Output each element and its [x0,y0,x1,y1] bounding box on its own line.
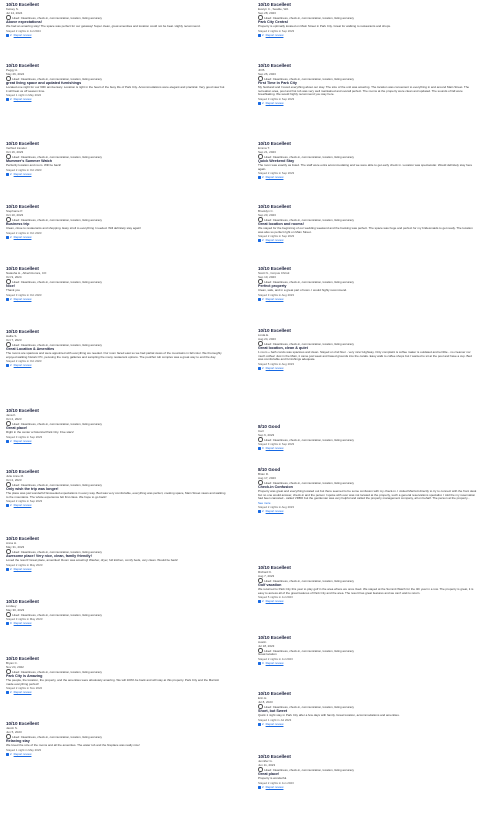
thumbs-up-icon[interactable] [6,691,9,694]
review-liked-text: Liked: Cleanliness, check-in, communication, location, listing accuracy [12,482,102,487]
review-rating: 10/10 Excellent [6,656,39,661]
review-title: Great place! [258,772,280,776]
review-stay-info: Stayed 3 nights in Sep 2023 [258,442,295,446]
review-actions [258,366,478,371]
helpful-count: 2 [262,175,264,180]
review-author: Jana K. [6,413,17,417]
review-actions [258,509,478,514]
review-author: Stephanie P. [6,209,23,213]
review-author: Erin H. [258,696,268,700]
review-card [6,266,226,302]
review-date: Nov 24, 2022 [6,664,24,669]
review-stay-info: Stayed 1 night in Jul 2023 [258,717,292,722]
review-body: Located one night for our 60th anniversary. Location is right in the heart of the busy life of Park City. Accommodations were elegant and practical. Very good view but it will beat us off season time. [6,85,225,93]
review-liked-text: Liked: Cleanliness, check-in, communication, location, listing accuracy [264,578,354,583]
review-author: Julie Anne M. [6,474,25,478]
review-rating: 10/10 Excellent [258,565,291,570]
helpful-count: 2 [10,363,12,368]
review-rating: 10/10 Excellent [258,266,291,271]
helpful-count: 2 [10,566,12,571]
review-actions [6,235,226,240]
review-body: Property was great and everything located out but there seemed to be some confusion with my check-in. I visited Marriott directly to try to connect with the front desk but no one would answer, check-in and the person I spoke with over was not located at the property, such a general reservations specialist. I told the my reservation had been canceled - called VRBO but the gentleman was very helpful and called the property management company, all on behalf. The person at the property... [258,489,477,501]
review-actions [6,439,226,444]
review-author: Emma T. [258,146,270,150]
review-body: Right in the center a historical Park City. Five stars! [6,430,74,434]
review-stay-info: Stayed 5 nights in Aug 2023 [258,362,294,367]
review-body: 1 room + bath condo was spacious and clean. Stayed on 2nd floor - very nice! Highway. Only complaint is coffee maker is outdated and terrible - no creamer nor much coffee! Just in the Main, it came just week and based grounds into the carafe. Easy walk to coffee shops but I wanted to sit at the pool and have a cup. Bed was comfortable and furnishings adequate. [258,350,472,362]
review-author: Linda E. [258,333,270,337]
review-card [6,721,226,757]
helpful-count: 2 [262,721,264,726]
review-author: Richard K. [258,570,273,574]
review-card [258,328,478,371]
review-stay-info: Stayed 2 nights in Jul 2023 [258,656,293,661]
report-review-link[interactable]: Report review [265,296,284,301]
review-author: Carl [258,429,264,433]
review-stay-info: Stayed 2 nights in Oct 2023 [6,167,42,172]
review-actions [258,785,478,790]
review-date: Oct 2, 2023 [6,477,22,482]
review-card [258,635,478,666]
review-date: Oct 9, 2024 [6,274,22,279]
review-actions [6,690,226,695]
helpful-count: 2 [10,690,12,695]
review-stay-info: Stayed 2 nights in Oct 2023 [6,230,42,235]
report-review-link[interactable]: Report review [13,566,32,571]
helpful-count: 2 [10,296,12,301]
review-liked-text: Liked: Cleanliness, check-in, communication, location, listing accuracy [264,704,354,709]
review-rating: 10/10 Excellent [6,329,39,334]
review-actions [258,599,478,604]
review-author: Jennifer G. [258,759,273,763]
review-stay-info: Stayed 2 nights in Jul 2024 [6,28,41,33]
report-review-link[interactable]: Report review [265,509,284,514]
review-card [6,536,226,572]
review-card [258,204,478,243]
review-actions [258,175,478,180]
review-card [6,469,226,508]
review-actions [6,97,226,102]
helpful-count: 0 [262,660,264,665]
review-liked-text: Liked: Cleanliness, check-in, communication, location, listing accuracy [12,612,102,617]
review-body: Quick 1 night stay in Park City after a few days with family. Great location, accommodations and amenities. [258,713,400,717]
report-review-link[interactable]: Report review [265,721,284,726]
review-rating: 8/10 Good [258,424,281,429]
review-card [6,599,226,626]
thumbs-up-icon[interactable] [6,622,9,625]
review-rating: 10/10 Excellent [6,469,39,474]
review-rating: 10/10 Excellent [258,2,291,7]
report-review-link[interactable]: Report review [265,599,284,604]
review-actions [258,33,478,38]
review-title: Check-in Confusion [258,485,293,489]
report-review-link[interactable]: Report review [13,234,32,239]
review-body: Perfectly location and room. Will be back! [6,163,62,167]
review-title: Nice! [6,284,16,288]
review-date: Sep 28, 2023 [258,10,276,15]
review-rating: 10/10 Excellent [258,754,291,759]
review-liked-text: Liked: Cleanliness, check-in, communication, location, listing accuracy [12,421,102,426]
review-liked-text: Liked: Cleanliness, check-in, communication, location, listing accuracy [12,342,102,347]
review-liked-text: Liked: Cleanliness, check-in, communication, location, listing accuracy [264,217,354,222]
review-body: We loved the size of the rooms and all the amenities. The water tub and the fireplace was really nice! [6,743,140,747]
review-liked-text: Liked: Cleanliness, check-in, communication, location, listing accuracy [12,279,102,284]
review-rating: 10/10 Excellent [6,721,39,726]
review-title: Mummer's Summer Watch [6,159,53,163]
helpful-count: 2 [10,97,12,102]
review-date: Oct 16, 2023 [6,149,24,154]
helpful-count: 2 [10,751,12,756]
review-card [6,204,226,240]
review-stay-info: Stayed 2 nights in Jun 2023 [258,780,294,785]
review-card [6,329,226,368]
review-card [258,63,478,106]
review-body: The people, the location, the property, and the amenities were absolutely amazing. We will 100% be back and will stay at this property. Park City and the Marriott made everything perfect! [6,678,219,686]
review-actions [6,752,226,757]
review-title: Awesome place! Very nice, clean, family friendly! [6,554,92,558]
review-stay-info: Stayed 3 nights in Oct 2023 [6,292,42,297]
review-actions [258,661,478,666]
thumbs-up-icon[interactable] [258,367,261,370]
report-review-link[interactable]: Report review [13,690,32,695]
review-date: Sep 10, 2023 [258,274,276,279]
review-stay-info: Stayed 2 nights in Sep 2023 [258,28,295,33]
review-liked-text: Liked: Cleanliness, check-in, communication, location, listing accuracy [264,648,354,653]
review-liked-text: Liked: Cleanliness, check-in, communication, location, listing accuracy [264,480,354,485]
helpful-count: 2 [262,784,264,789]
review-date: May 30, 2023 [6,607,25,612]
review-card [6,63,226,102]
review-body: The place was just wonderful! Exceeded expectations in every way. Bed was very comfortable, everything was perfect, cooking space, Main Street views and walking to the mountains. The whole experience felt first class. We hope to go back! [6,491,226,499]
review-actions [258,722,478,727]
review-title: Perfect property [258,284,287,288]
review-rating: 10/10 Excellent [6,204,39,209]
review-title: Above expectations! [6,20,43,24]
report-review-link[interactable]: Report review [265,238,284,243]
report-review-link[interactable]: Report review [13,751,32,756]
review-rating: 10/10 Excellent [6,266,39,271]
report-review-link[interactable]: Report review [13,363,32,368]
review-actions [6,363,226,368]
review-rating: 10/10 Excellent [258,691,291,696]
report-review-link[interactable]: Report review [265,366,284,371]
review-date: Sep 21, 2023 [258,149,276,154]
review-card [6,2,226,38]
thumbs-up-icon[interactable] [258,298,261,301]
thumbs-up-icon[interactable] [6,753,9,756]
review-author: Brian D. [258,472,269,476]
review-stay-info: Stayed 2 nights in Nov 2022 [6,686,43,691]
report-review-link[interactable]: Report review [13,97,32,102]
review-actions [258,101,478,106]
review-actions [6,297,226,302]
helpful-count: 2 [10,234,12,239]
review-title: Golf vacation [258,583,282,587]
review-body: Clean, safe, and in a great part of town. I would highly recommend. [258,288,348,292]
review-title: Only wish the trip was longer! [6,487,59,491]
review-card [258,424,478,451]
review-body: Property is wonderful. [258,776,288,780]
review-liked-text: Liked: Cleanliness, check-in, communication, location, listing accuracy [12,669,102,674]
helpful-count: 0 [262,446,264,450]
review-author: Jacob S. [6,726,18,730]
thumbs-up-icon[interactable] [6,440,9,443]
review-title: Great Location & Amenities [6,347,55,351]
review-card [258,754,478,790]
review-date: May 26, 2024 [6,71,25,76]
review-stay-info: Stayed 2 nights in Aug 2023 [258,505,294,510]
review-stay-info: Stayed 3 nights in May 2023 [6,617,43,621]
review-rating: 10/10 Excellent [6,141,39,146]
review-author: Brooklyn C. [258,209,274,213]
review-stay-info: Stayed 1 night in May 2024 [6,93,42,98]
review-author: Austin [258,640,267,644]
review-card [258,2,478,38]
report-review-link[interactable]: Report review [13,621,32,625]
report-review-link[interactable]: Report review [265,660,284,665]
helpful-count: 0 [10,621,12,625]
review-liked-text: Liked: Cleanliness, check-in, communication, location, listing accuracy [12,154,102,159]
review-stay-info: Stayed 3 nights in Aug 2023 [258,292,294,297]
review-body: My husband and I loved everything about our stay. The size of the unit was amazing. The location was convenient to everything in and around Main Street. The recreation area, pool and hot tub was very well maintained and overall perfect. The rooms at the property were clean and updated. The sounds of fall were breathtaking. We would highly recommend you stay here. [258,85,470,97]
review-actions [6,33,226,38]
review-body: Thank you [6,288,21,292]
review-rating: 10/10 Excellent [258,204,291,209]
review-rating: 10/10 Excellent [258,635,291,640]
review-title: Relaxing stay [6,739,30,743]
thumbs-up-icon[interactable] [258,786,261,789]
review-stay-info: Stayed 2 nights in May 2023 [6,562,43,567]
review-liked-text: Liked: Cleanliness, check-in, communication, location, listing accuracy [264,767,354,772]
review-author: Peggy A. [6,68,19,72]
review-body: Great location [258,652,277,656]
review-author: Anna H. [6,541,17,545]
review-title: Great location, clean & quiet [258,346,308,350]
review-card [258,141,478,180]
review-body: We returned to Park City this year to play golf in the area where we once lived. We stayed at the Summit Watch for the 4th year in a row. The property is great, it is easy to access all of the great features of Park City and the area. The resort has great features and we can't wait to return. [258,587,474,595]
helpful-count: 2 [10,503,12,508]
helpful-count: 2 [10,171,12,176]
review-date: Oct 7, 2023 [6,337,22,342]
thumbs-up-icon[interactable] [258,176,261,179]
helpful-count: 2 [262,599,264,604]
thumbs-up-icon[interactable] [258,600,261,603]
review-stay-info: Stayed 5 nights in Jul 2023 [258,595,293,600]
review-liked-text: Liked: Cleanliness, check-in, communication, location, listing accuracy [12,734,102,739]
review-title: Great place! [6,426,28,430]
review-body: Property is optimally located on Main Street in Park City. Great for walking to restaurants and shops. [258,24,391,28]
thumbs-up-icon[interactable] [6,236,9,239]
review-title: Short, but Sweet [258,709,288,713]
review-actions [258,238,478,243]
report-review-link[interactable]: Report review [265,784,284,789]
thumbs-up-icon[interactable] [6,34,9,37]
review-author: Natasha H., Albert/Aurora, CO [6,271,47,275]
review-rating: 8/10 Good [258,467,281,472]
review-liked-text: Liked: Cleanliness, check-in, communication, location, listing accuracy [264,341,354,346]
review-date: Aug 24, 2023 [258,336,276,341]
report-review-link[interactable]: Report review [265,32,284,37]
report-review-link[interactable]: Report review [13,171,32,176]
review-rating: 10/10 Excellent [258,63,291,68]
review-date: Sep 6, 2023 [258,432,275,437]
review-author: Scott N., Corpus Christi [258,271,290,275]
review-title: Business trip [6,222,30,226]
thumbs-up-icon[interactable] [6,364,9,367]
review-liked-text: Liked: Cleanliness, check-in, communication, location, listing accuracy [12,76,102,81]
review-rating: 10/10 Excellent [6,408,39,413]
review-liked-text: Liked: Cleanliness, check-in, communication, location, listing accuracy [264,76,354,81]
review-rating: 10/10 Excellent [6,599,39,604]
report-review-link[interactable]: Report review [13,32,32,37]
review-body: We stayed for the beginning of our wedding weekend and the booking was perfect. The space was huge and perfect for my bridesmaids to get ready. The location was also so perfect right on Main Street. [258,226,473,234]
helpful-count: 2 [10,32,12,37]
thumbs-up-icon[interactable] [258,102,261,105]
review-date: Oct 10, 2023 [6,212,24,217]
report-review-link[interactable]: Report review [265,175,284,180]
helpful-count: 2 [262,32,264,37]
report-review-link[interactable]: Report review [13,438,32,443]
review-rating: 10/10 Excellent [6,536,39,541]
report-review-link[interactable]: Report review [265,446,284,450]
review-title: First Time in Park City [258,81,297,85]
report-review-link[interactable]: Report review [13,503,32,508]
review-title: great living space and updated furnishings [6,81,82,85]
review-body: Clean, close to restaurants and shopping. Easy stroll to everything I needed. Will definitely stay again! [6,226,142,230]
review-body: Loved the resort! Great place, amenities! Room was amazing! Washer, dryer, full kitchen, comfy beds, very clean. Would be back! [6,558,178,562]
review-actions [6,172,226,177]
review-date: Jul 14, 2024 [6,10,23,15]
review-stay-info: Stayed 2 nights in Sep 2023 [258,234,295,239]
review-stay-info: Stayed 2 nights in Sep 2023 [6,499,43,504]
review-actions [258,446,478,451]
see-more-link[interactable]: See more [258,501,271,506]
review-rating: 10/10 Excellent [6,2,39,7]
helpful-count: 2 [262,101,264,106]
helpful-count: 2 [10,438,12,443]
thumbs-up-icon[interactable] [258,510,261,513]
review-liked-text: Liked: Cleanliness, check-in, communication, location, listing accuracy [264,437,354,442]
review-title: Quick Weekend Stay [258,159,295,163]
review-stay-info: Stayed 1 night in May 2023 [6,747,42,752]
review-stay-info: Stayed 3 nights in Sep 2023 [6,434,43,439]
review-date: Jul 18, 2023 [258,643,275,648]
review-date: Sep 26, 2023 [258,71,276,76]
review-liked-text: Liked: Cleanliness, check-in, communication, location, listing accuracy [264,154,354,159]
review-stay-info: Stayed 2 nights in Oct 2023 [6,359,42,364]
thumbs-up-icon[interactable] [6,98,9,101]
report-review-link[interactable]: Report review [13,296,32,301]
review-stay-info: Stayed 3 nights in Sep 2023 [258,97,295,102]
review-body: The room was exactly as listed. The staff were extra accommodating and we were able to get early check in. Location was spectacular. Would definitely stay here again. [258,163,473,171]
review-author: Jill B. [258,68,266,72]
thumbs-up-icon[interactable] [6,298,9,301]
review-title: Great location and rooms! [258,222,304,226]
review-card [6,656,226,695]
review-author: Verified traveler [6,146,27,150]
thumbs-up-icon[interactable] [258,239,261,242]
review-liked-text: Liked: Cleanliness, check-in, communication, location, listing accuracy [12,549,102,554]
review-date: Jun 5, 2023 [6,729,22,734]
review-liked-text: Liked: Cleanliness, check-in, communication, location, listing accuracy [12,217,102,222]
review-body: We had an amazing stay! The space was perfect for our getaway! Super clean, great amenities and location could not be beat. Highly recommend. [6,24,201,28]
review-title: Park City is Amazing [6,674,43,678]
thumbs-up-icon[interactable] [258,662,261,665]
review-card [258,266,478,302]
helpful-count: 2 [262,296,264,301]
review-rating: 10/10 Excellent [258,328,291,333]
review-author: Bryan C. [6,661,18,665]
thumbs-up-icon[interactable] [258,34,261,37]
review-actions [258,297,478,302]
thumbs-up-icon[interactable] [258,447,261,450]
review-card [258,467,478,514]
thumbs-up-icon[interactable] [6,568,9,571]
review-card [6,141,226,177]
review-body: The rooms are spacious and were appointed with everything we needed. Our room faced east so we had partial views of the mountains in fall color. We thoroughly enjoyed walking historic PC, perusing the many galleries and sampling the many restaurant options. The pool/hot tub complex was a great way to end the day. [6,351,222,359]
review-date: May 31, 2023 [6,544,25,549]
review-actions [6,503,226,508]
report-review-link[interactable]: Report review [265,101,284,106]
review-rating: 10/10 Excellent [258,141,291,146]
review-author: Hallie S. [6,334,18,338]
review-date: Sep 20, 2023 [258,212,276,217]
thumbs-up-icon[interactable] [258,723,261,726]
helpful-count: 2 [262,366,264,371]
review-author: Evelyn C., Seattle, WA [258,7,289,11]
review-actions [6,567,226,572]
review-card [6,408,226,444]
helpful-count: 2 [262,238,264,243]
helpful-count: 2 [262,509,264,514]
review-date: Jun 11, 2023 [258,762,276,767]
review-title: Park City Central [258,20,288,24]
review-date: Aug 7, 2023 [258,573,275,578]
review-liked-text: Liked: Cleanliness, check-in, communication, location, listing accuracy [12,15,102,20]
review-stay-info: Stayed 2 nights in Sep 2023 [258,171,295,176]
review-author: Lindsey [6,604,17,608]
thumbs-up-icon[interactable] [6,173,9,176]
review-liked-text: Liked: Cleanliness, check-in, communication, location, listing accuracy [264,279,354,284]
review-card [258,691,478,727]
review-date: Jul 8, 2023 [258,699,273,704]
review-author: Kelsey S. [6,7,19,11]
review-card [258,565,478,604]
review-liked-text: Liked: Cleanliness, check-in, communication, location, listing accuracy [264,15,354,20]
review-rating: 10/10 Excellent [6,63,39,68]
review-date: Oct 2, 2023 [6,416,22,421]
review-actions [6,621,226,626]
thumbs-up-icon[interactable] [6,504,9,507]
review-date: Aug 17, 2023 [258,475,276,480]
